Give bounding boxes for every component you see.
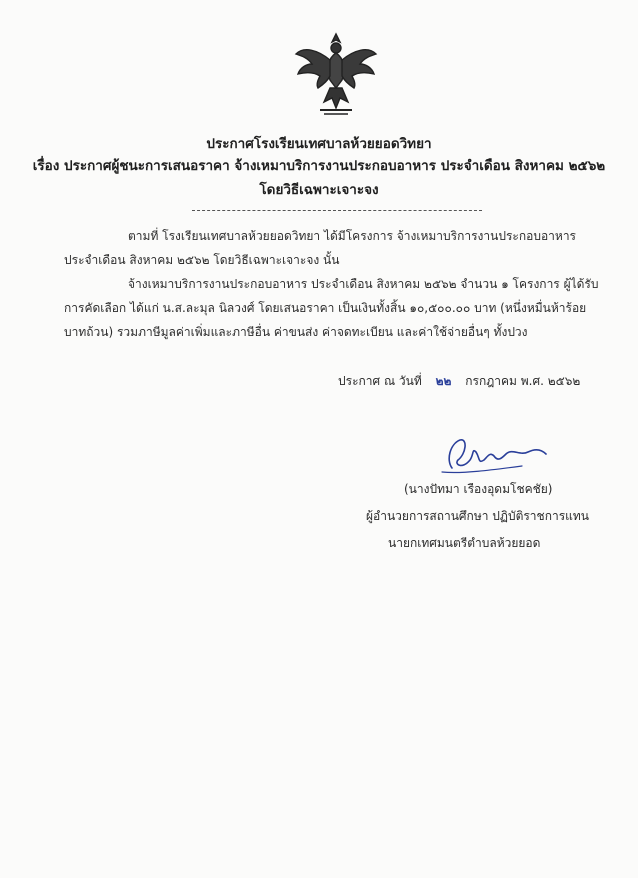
date-prefix: ประกาศ ณ วันที่ [338, 374, 422, 388]
date-day: ๒๒ [435, 374, 452, 388]
announcement-title: ประกาศโรงเรียนเทศบาลห้วยยอดวิทยา [206, 136, 432, 152]
garuda-emblem-icon [290, 28, 382, 120]
signatory-title: ผู้อำนวยการสถานศึกษา ปฏิบัติราชการแทน [366, 509, 589, 523]
procurement-method: โดยวิธีเฉพาะเจาะจง [259, 182, 379, 198]
body-paragraph-2: จ้างเหมาบริการงานประกอบอาหาร ประจำเดือน สิงหาคม ๒๕๖๒ จำนวน ๑ โครงการ ผู้ได้รับการคัดเลือก ได้แก่ น.ส.ละมุล นิลวงศ์ โดยเสนอราคา เป็นเงินทั้งสิ้น ๑๐,๕๐๐.๐๐ บาท (หนึ่งหมื่นห้าร้อยบาทถ้วน) รวมภาษีมูลค่าเพิ่มและภาษีอื่น ค่าขนส่ง ค่าจดทะเบียน และค่าใช้จ่ายอื่นๆ ทั้งปวง [64, 277, 599, 339]
signatory-name: (นางปัทมา เรืองอุดมโชคชัย) [404, 482, 553, 496]
signatory-title-2: นายกเทศมนตรีตำบลห้วยยอด [388, 536, 541, 550]
announcement-date [338, 372, 580, 391]
body-paragraph-1: ตามที่ โรงเรียนเทศบาลห้วยยอดวิทยา ได้มีโครงการ จ้างเหมาบริการงานประกอบอาหาร ประจำเดือน สิงหาคม ๒๕๖๒ โดยวิธีเฉพาะเจาะจง นั้น [64, 229, 576, 267]
divider [192, 210, 482, 211]
date-month-year: กรกฎาคม พ.ศ. ๒๕๖๒ [465, 374, 581, 388]
announcement-subject: เรื่อง ประกาศผู้ชนะการเสนอราคา จ้างเหมาบริการงานประกอบอาหาร ประจำเดือน สิงหาคม ๒๕๖๒ [32, 158, 606, 174]
handwritten-signature [432, 430, 552, 480]
